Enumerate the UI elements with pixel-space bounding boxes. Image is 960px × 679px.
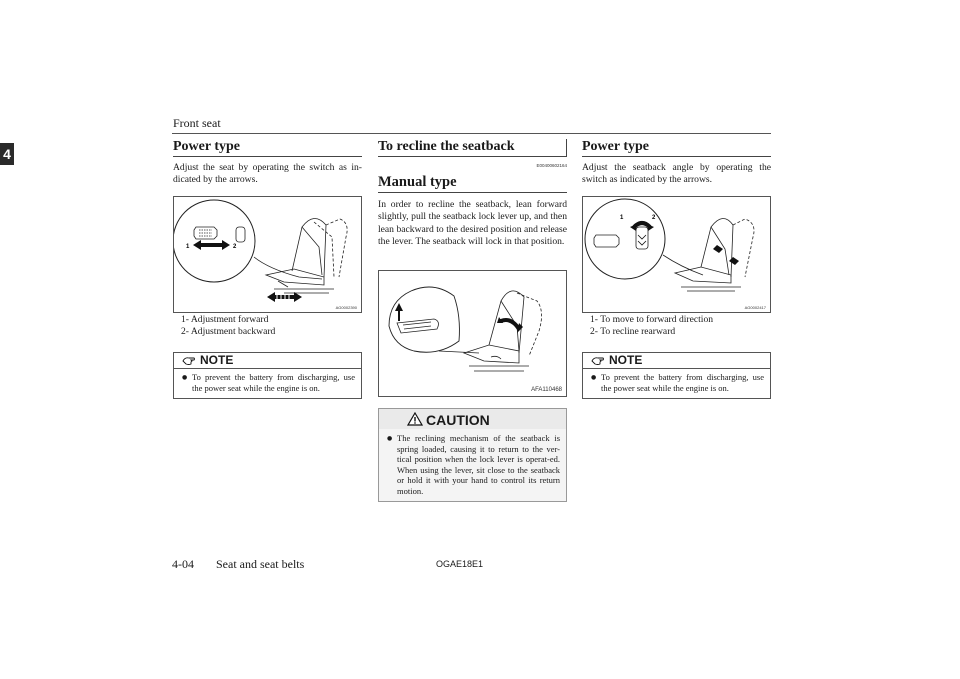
left-body-text: Adjust the seat by operating the switch as in-dicated by the arrows. [173, 162, 362, 186]
middle-column [378, 139, 567, 249]
note-body [174, 369, 361, 397]
right-column [582, 139, 771, 187]
caution-header [379, 409, 566, 429]
bullet-icon: ● [182, 374, 188, 381]
section-title-power-type-right: Power type [582, 139, 771, 157]
figure-id: AFA110468 [531, 387, 562, 393]
seatback-angle-illustration [583, 197, 770, 312]
seat-slide-illustration [174, 197, 361, 312]
list-item: 2- To recline rearward [590, 326, 676, 338]
right-callout-list [582, 314, 771, 339]
note-header [583, 353, 770, 369]
note-label: NOTE [200, 353, 234, 367]
middle-body-text: In order to recline the seatback, lean forward slightly, pull the seatback lock lever up, and then lean backward to the desired position and release the lever. The seatback will lock in that position. [378, 199, 567, 248]
callout-2-left: 2 [233, 244, 237, 250]
caution-label: CAUTION [426, 412, 490, 428]
callout-1-left: 1 [186, 244, 190, 250]
note-label: NOTE [609, 353, 643, 367]
section-code: E00400602164 [536, 163, 567, 168]
figure-id: AG0002390 [335, 305, 357, 310]
pointing-hand-icon [182, 355, 196, 366]
section-title-recline: To recline the seatback [378, 139, 567, 157]
bullet-icon: ● [387, 435, 393, 442]
caution-body [379, 429, 566, 501]
right-body-text: Adjust the seatback angle by operating the switch as indicated by the arrows. [582, 162, 771, 186]
callout-1-right: 1 [620, 215, 624, 221]
bullet-icon: ● [591, 374, 597, 381]
chapter-tab: 4 [0, 143, 14, 165]
subsection-title-manual: Manual type [378, 174, 567, 193]
recline-manual-figure [378, 270, 567, 397]
right-note-box [582, 352, 771, 399]
figure-id: AG0002417 [744, 305, 766, 310]
power-seat-figure [173, 196, 362, 313]
warning-triangle-icon [407, 412, 423, 426]
seat-lever-illustration [379, 271, 566, 396]
chapter-name: Seat and seat belts [216, 557, 305, 571]
page-number: 4-04 [172, 557, 194, 571]
document-code: OGAE18E1 [436, 559, 484, 569]
left-column [173, 139, 362, 187]
note-header [174, 353, 361, 369]
pointing-hand-icon [591, 355, 605, 366]
note-text: To prevent the battery from discharging, use the power seat while the engine is on. [192, 372, 355, 393]
power-recline-figure [582, 196, 771, 313]
caution-box [378, 408, 567, 502]
list-item: 1- To move to forward direction [590, 314, 714, 325]
page-footer-left [172, 557, 304, 572]
section-title-power-type: Power type [173, 139, 362, 157]
list-item: 2- Adjustment backward [181, 326, 276, 338]
note-body [583, 369, 770, 397]
caution-text: The reclining mechanism of the seatback is spring loaded, causing it to return to the ver-tical position when the lock lever is operat-ed. When using the lever, sit close to the seatback or hold it with your hand to control its return motion. [397, 433, 560, 496]
running-header: Front seat [173, 116, 221, 130]
callout-2-right: 2 [652, 215, 656, 221]
left-callout-list [173, 314, 362, 339]
list-item: 1- Adjustment forward [181, 314, 269, 325]
note-text: To prevent the battery from discharging, use the power seat while the engine is on. [601, 372, 764, 393]
left-note-box [173, 352, 362, 399]
header-rule [172, 133, 771, 134]
